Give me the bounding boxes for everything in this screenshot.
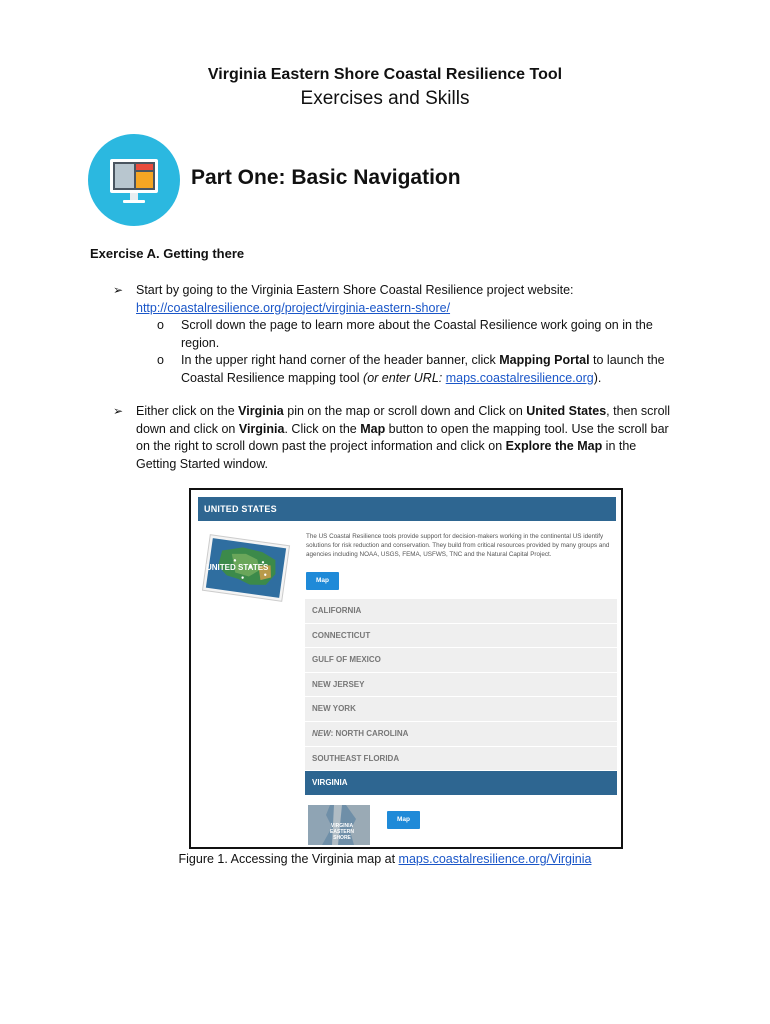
us-map-icon (200, 534, 292, 602)
computer-monitor-icon (88, 134, 180, 226)
state-item-california[interactable]: CALIFORNIA (305, 599, 617, 624)
state-list (305, 599, 617, 796)
arrow-bullet-icon: ➢ (113, 404, 124, 418)
sub-item-text: In the upper right hand corner of the header banner, click (181, 353, 500, 367)
virginia-map-button[interactable]: Map (387, 811, 420, 829)
bullet-text: Start by going to the Virginia Eastern Shore Coastal Resilience project website: (136, 283, 574, 297)
bullet-text: Either click on the (136, 404, 239, 418)
figure-screenshot (189, 488, 623, 849)
state-item-connecticut[interactable]: CONNECTICUT (305, 624, 617, 649)
bold-term: Explore the Map (505, 439, 603, 453)
bold-term: Virginia (238, 404, 284, 418)
figure-description: The US Coastal Resilience tools provide support for decision-makers working in the continental US identify solutions for risk reduction and conservation. They build from critical resources provided by many groups and agencies including NOAA, USGS, FEMA, USFWS, TNC and the Natural Capital Project. (306, 533, 610, 558)
state-item-new-jersey[interactable]: NEW JERSEY (305, 673, 617, 698)
caption-text: Figure 1. Accessing the Virginia map at (178, 852, 399, 866)
sub-item-text: to launch the Coastal Resilience mapping tool (181, 353, 665, 385)
bullet-item-2 (113, 403, 676, 473)
circle-bullet-icon: o (157, 318, 164, 332)
maps-link[interactable]: maps.coastalresilience.org (445, 370, 594, 385)
united-states-header: UNITED STATES (198, 497, 616, 521)
circle-bullet-icon: o (157, 353, 164, 367)
map-label: UNITED STATES (206, 563, 269, 572)
document-title: Virginia Eastern Shore Coastal Resilience Tool (207, 66, 563, 83)
arrow-bullet-icon: ➢ (113, 283, 124, 297)
state-label: : NORTH CAROLINA (330, 728, 409, 738)
part-title: Part One: Basic Navigation (191, 166, 461, 189)
virginia-thumbnail[interactable] (308, 805, 370, 845)
sub-item-text: ). (593, 370, 602, 385)
exercise-heading: Exercise A. Getting there (90, 246, 245, 261)
document-subtitle: Exercises and Skills (300, 88, 470, 109)
bold-term: Virginia (238, 421, 285, 436)
state-item-gulf-of-mexico[interactable]: GULF OF MEXICO (305, 648, 617, 673)
us-map-image (200, 534, 292, 602)
map-button[interactable]: Map (306, 572, 339, 590)
url-hint: (or enter URL: (363, 370, 446, 385)
bullet-text: pin on the map or scroll down and Click on (283, 404, 527, 418)
caption-link[interactable]: maps.coastalresilience.org/Virginia (398, 852, 592, 866)
new-tag: NEW (312, 728, 331, 738)
bullet-text: button to open the mapping tool. Use the scroll bar on the right to scroll down past the project information and click on (136, 421, 669, 453)
virginia-map-icon (308, 805, 370, 845)
state-item-virginia[interactable]: VIRGINIA (305, 771, 617, 796)
thumb-label-1: VIRGINIA (330, 823, 354, 829)
state-item-new-york[interactable]: NEW YORK (305, 697, 617, 722)
state-item-southeast-florida[interactable]: SOUTHEAST FLORIDA (305, 747, 617, 772)
bold-term: United States (526, 404, 607, 418)
thumb-label-2: EASTERN (330, 829, 354, 835)
sub-item-text: Scroll down the page to learn more about the Coastal Resilience work going on in the region. (181, 318, 653, 350)
thumb-label-3: SHORE (333, 835, 351, 841)
state-item-north-carolina[interactable] (305, 722, 617, 747)
bullet-text: in the Getting Started window. (136, 439, 637, 471)
sub-item-2 (157, 352, 681, 387)
project-website-link[interactable]: http://coastalresilience.org/project/virginia-eastern-shore/ (136, 300, 451, 315)
bold-term: Map (360, 421, 386, 436)
figure-caption (0, 852, 770, 866)
bullet-text: . Click on the (284, 421, 361, 436)
mapping-portal-label: Mapping Portal (499, 353, 590, 367)
bullet-text: , then scroll down and click on (136, 404, 671, 436)
sub-item-1 (157, 317, 671, 352)
bullet-item-1 (113, 282, 676, 317)
